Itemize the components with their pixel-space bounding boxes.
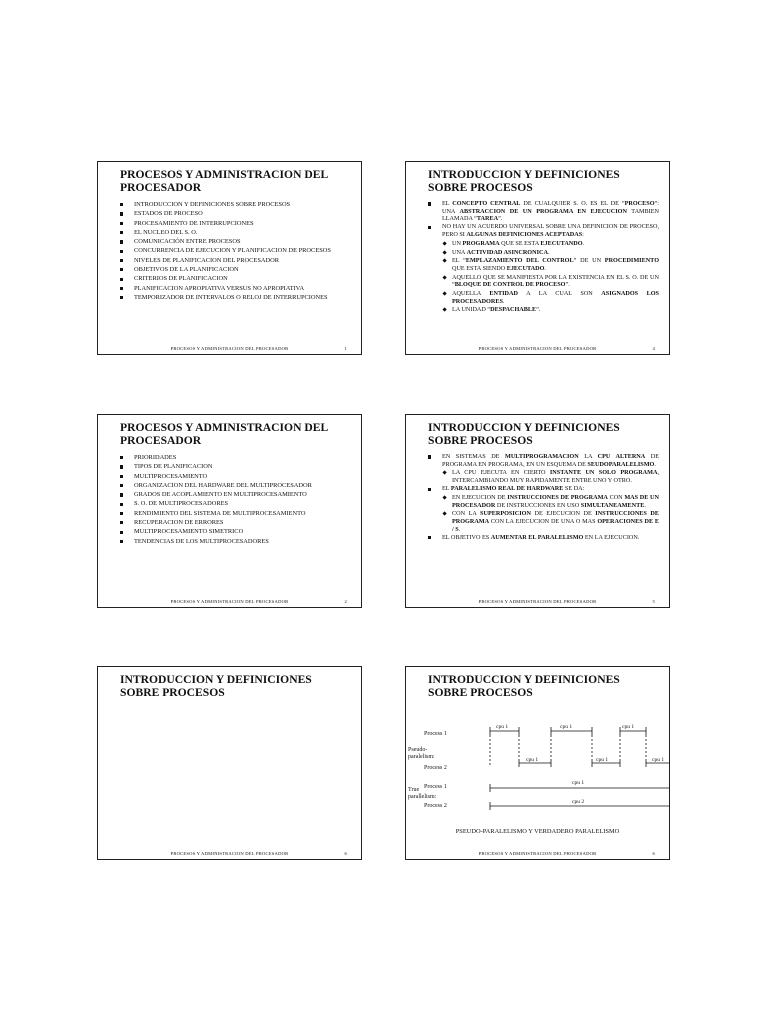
slide-4 [405, 161, 670, 355]
pseudo-label: Pseudo- [408, 747, 428, 753]
true-label: True [408, 787, 420, 793]
square-bullet-icon [120, 296, 123, 299]
list-item: PLANIFICACION APROPIATIVA VERSUS NO APROPIATIVA [120, 284, 351, 293]
square-bullet-icon [120, 203, 123, 206]
definition-list [428, 200, 659, 315]
sub-list-item: LA CPU EJECUTA EN CIERTO INSTANTE UN SOLO PROGRAMA, INTERCAMBIANDO MUY RAPIDAMENTE ENTRE UNO Y OTRO. [442, 469, 659, 484]
list-item: CRITERIOS DE PLANIFICACION [120, 274, 351, 283]
footer-text: PROCESOS Y ADMINISTRACION DEL PROCESADOR [478, 346, 597, 351]
cpu1-label: cpu 1 [622, 724, 635, 730]
square-bullet-icon [120, 231, 123, 234]
process1-label: Process 1 [424, 731, 447, 737]
process1-label: Process 1 [424, 784, 447, 790]
slide-title: PROCESOS Y ADMINISTRACION DEL PROCESADOR [120, 421, 329, 447]
list-item: PRIORIDADES [120, 453, 351, 462]
square-bullet-icon [120, 287, 123, 290]
diamond-bullet-icon [442, 291, 447, 296]
list-item: EL OBJETIVO ES AUMENTAR EL PARALELISMO EN LA EJECUCION. [428, 534, 659, 542]
square-bullet-icon [120, 212, 123, 215]
square-bullet-icon [120, 268, 123, 271]
slide-6-diagram [405, 666, 670, 860]
sub-list-item: UN PROGRAMA QUE SE ESTA EJECUTANDO. [442, 240, 659, 248]
list-item: NIVELES DE PLANIFICACION DEL PROCESADOR [120, 256, 351, 265]
page-number: 4 [652, 346, 655, 351]
square-bullet-icon [120, 503, 123, 506]
square-bullet-icon [428, 536, 431, 539]
list-item: COMUNICACIÓN ENTRE PROCESOS [120, 237, 351, 246]
parallelism-diagram [408, 717, 670, 817]
slide-title: INTRODUCCION Y DEFINICIONES SOBRE PROCESOS [428, 421, 620, 447]
list-item: RENDIMIENTO DEL SISTEMA DE MULTIPROCESAMIENTO [120, 509, 351, 518]
square-bullet-icon [428, 488, 431, 491]
list-item: CONCURRENCIA DE EJECUCION Y PLANIFICACION DE PROCESOS [120, 246, 351, 255]
page-number: 5 [652, 599, 655, 604]
sub-list-item: EN EJECUCION DE INSTRUCCIONES DE PROGRAMA CON MAS DE UN PROCESADOR DE INSTRUCCIONES EN USO SIMULTANEAMENTE. [442, 494, 659, 509]
square-bullet-icon [120, 278, 123, 281]
diamond-bullet-icon [442, 275, 447, 280]
list-item: INTRODUCCION Y DEFINICIONES SOBRE PROCESOS [120, 200, 351, 209]
list-item: OBJETIVOS DE LA PLANIFICACION [120, 265, 351, 274]
square-bullet-icon [120, 493, 123, 496]
list-item: MULTIPROCESAMIENTO [120, 472, 351, 481]
sub-list-item: AQUELLO QUE SE MANIFIESTA POR LA EXISTENCIA EN EL S. O. DE UN “BLOQUE DE CONTROL DE PROCESO”. [442, 274, 659, 289]
square-bullet-icon [120, 456, 123, 459]
page-number: 2 [344, 599, 347, 604]
square-bullet-icon [120, 240, 123, 243]
square-bullet-icon [120, 250, 123, 253]
list-item: S. O. DE MULTIPROCESADORES [120, 499, 351, 508]
square-bullet-icon [120, 540, 123, 543]
slide-title: INTRODUCCION Y DEFINICIONES SOBRE PROCESOS [428, 673, 620, 699]
sub-list-item: LA UNIDAD “DESPACHABLE”. [442, 306, 659, 314]
diamond-bullet-icon [442, 259, 447, 264]
cpu1-label: cpu 1 [596, 757, 609, 763]
pseudo-label: paralelism: [408, 754, 435, 760]
definition-list [428, 453, 659, 542]
page-number: 6 [652, 851, 655, 856]
topic-list [120, 453, 351, 546]
slide-2 [97, 414, 362, 608]
footer-text: PROCESOS Y ADMINISTRACION DEL PROCESADOR [170, 346, 289, 351]
slide-1 [97, 161, 362, 355]
process2-label: Process 2 [424, 765, 447, 771]
square-bullet-icon [120, 465, 123, 468]
diagram-caption: PSEUDO-PARALELISMO Y VERDADERO PARALELISMO [455, 828, 620, 835]
cpu2-label: cpu 2 [572, 799, 585, 805]
square-bullet-icon [428, 202, 431, 205]
sub-list-item: CON LA SUPERPOSICION DE EJECUCION DE INSTRUCCIONES DE PROGRAMA CON LA EJECUCION DE UNA O MAS OPERACIONES DE E / S. [442, 510, 659, 533]
square-bullet-icon [120, 531, 123, 534]
slide-title: INTRODUCCION Y DEFINICIONES SOBRE PROCESOS [428, 168, 620, 194]
list-item: EN SISTEMAS DE MULTIPROGRAMACION LA CPU ALTERNA DE PROGRAMA EN PROGRAMA, EN UN ESQUEMA DE SEUDOPARALELISMO. LA CPU EJECUTA EN CIERTO INSTANTE UN SOLO PROGRAMA, INTERCAMBIANDO MUY RAPIDAMENTE ENTRE UNO Y OTRO. [428, 453, 659, 485]
diamond-bullet-icon [442, 308, 447, 313]
list-item: TEMPORIZADOR DE INTERVALOS O RELOJ DE INTERRUPCIONES [120, 293, 351, 302]
footer-text: PROCESOS Y ADMINISTRACION DEL PROCESADOR [478, 851, 597, 856]
list-item: PROCESAMIENTO DE INTERRUPCIONES [120, 219, 351, 228]
list-item: MULTIPROCESAMIENTO SIMETRICO [120, 527, 351, 536]
list-item: EL NUCLEO DEL S. O. [120, 228, 351, 237]
list-item: EL CONCEPTO CENTRAL DE CUALQUIER S. O. ES EL DE “PROCESO”: UNA ABSTRACCION DE UN PROGRAMA EN EJECUCION TAMBIEN LLAMADA “TAREA”. [428, 200, 659, 223]
square-bullet-icon [428, 455, 431, 458]
slide-6-blank [97, 666, 362, 860]
list-item: ORGANIZACION DEL HARDWARE DEL MULTIPROCESADOR [120, 481, 351, 490]
footer-text: PROCESOS Y ADMINISTRACION DEL PROCESADOR [170, 851, 289, 856]
list-item: RECUPERACION DE ERRORES [120, 518, 351, 527]
square-bullet-icon [120, 259, 123, 262]
slide-title: PROCESOS Y ADMINISTRACION DEL PROCESADOR [120, 168, 329, 194]
square-bullet-icon [120, 484, 123, 487]
footer-text: PROCESOS Y ADMINISTRACION DEL PROCESADOR [170, 599, 289, 604]
list-item: EL PARALELISMO REAL DE HARDWARE SE DA: EN EJECUCION DE INSTRUCCIONES DE PROGRAMA CON MAS DE UN PROCESADOR DE INSTRUCCIONES EN USO SIMULTANEAMENTE. CON LA SUPERPOSICION DE EJECUCION DE INSTRUCCIONES DE PROGRAMA CON LA EJECUCION DE UNA O MAS OPERACIONES DE E / S. [428, 485, 659, 533]
cpu1-label: cpu 1 [560, 724, 573, 730]
list-item: TIPOS DE PLANIFICACION [120, 462, 351, 471]
sub-list-item: AQUELLA ENTIDAD A LA CUAL SON ASIGNADOS LOS PROCESADORES. [442, 290, 659, 305]
cpu1-label: cpu 1 [652, 757, 665, 763]
topic-list [120, 200, 351, 302]
square-bullet-icon [428, 226, 431, 229]
list-item: ESTADOS DE PROCESO [120, 209, 351, 218]
slide-title: INTRODUCCION Y DEFINICIONES SOBRE PROCESOS [120, 673, 312, 699]
cpu1-label: cpu 1 [496, 724, 509, 730]
diamond-bullet-icon [442, 241, 447, 246]
page-number: 6 [344, 851, 347, 856]
diamond-bullet-icon [442, 471, 447, 476]
footer-text: PROCESOS Y ADMINISTRACION DEL PROCESADOR [478, 599, 597, 604]
square-bullet-icon [120, 222, 123, 225]
square-bullet-icon [120, 475, 123, 478]
sub-list-item: UNA ACTIVIDAD ASINCRONICA. [442, 249, 659, 257]
diamond-bullet-icon [442, 250, 447, 255]
square-bullet-icon [120, 512, 123, 515]
page-number: 1 [344, 346, 347, 351]
square-bullet-icon [120, 521, 123, 524]
sub-list-item: EL “EMPLAZAMIENTO DEL CONTROL” DE UN PROCEDIMIENTO QUE ESTA SIENDO EJECUTADO. [442, 257, 659, 272]
list-item: GRADOS DE ACOPLAMIENTO EN MULTIPROCESAMIENTO [120, 490, 351, 499]
diamond-bullet-icon [442, 512, 447, 517]
cpu1-label: cpu 1 [572, 780, 585, 786]
true-label: parallelism: [408, 794, 437, 800]
diamond-bullet-icon [442, 495, 447, 500]
slide-5 [405, 414, 670, 608]
process2-label: Process 2 [424, 803, 447, 809]
list-item: TENDENCIAS DE LOS MULTIPROCESADORES [120, 537, 351, 546]
list-item: NO HAY UN ACUERDO UNIVERSAL SOBRE UNA DEFINICION DE PROCESO, PERO SI ALGUNAS DEFINICIONES ACEPTADAS: UN PROGRAMA QUE SE ESTA EJECUTANDO. UNA ACTIVIDAD ASINCRONICA. EL “EMPLAZAMIENTO DEL CONTROL” DE UN PROCEDIMIENTO QUE ESTA SIENDO EJECUTADO. AQUELLO QUE SE MANIFIESTA POR LA EXISTENCIA EN EL S. O. DE UN “BLOQUE DE CONTROL DE PROCESO”. AQUELLA ENTIDAD A LA CUAL SON ASIGNADOS LOS PROCESADORES. LA UNIDAD “DESPACHABLE”. [428, 223, 659, 314]
cpu1-label: cpu 1 [526, 757, 539, 763]
